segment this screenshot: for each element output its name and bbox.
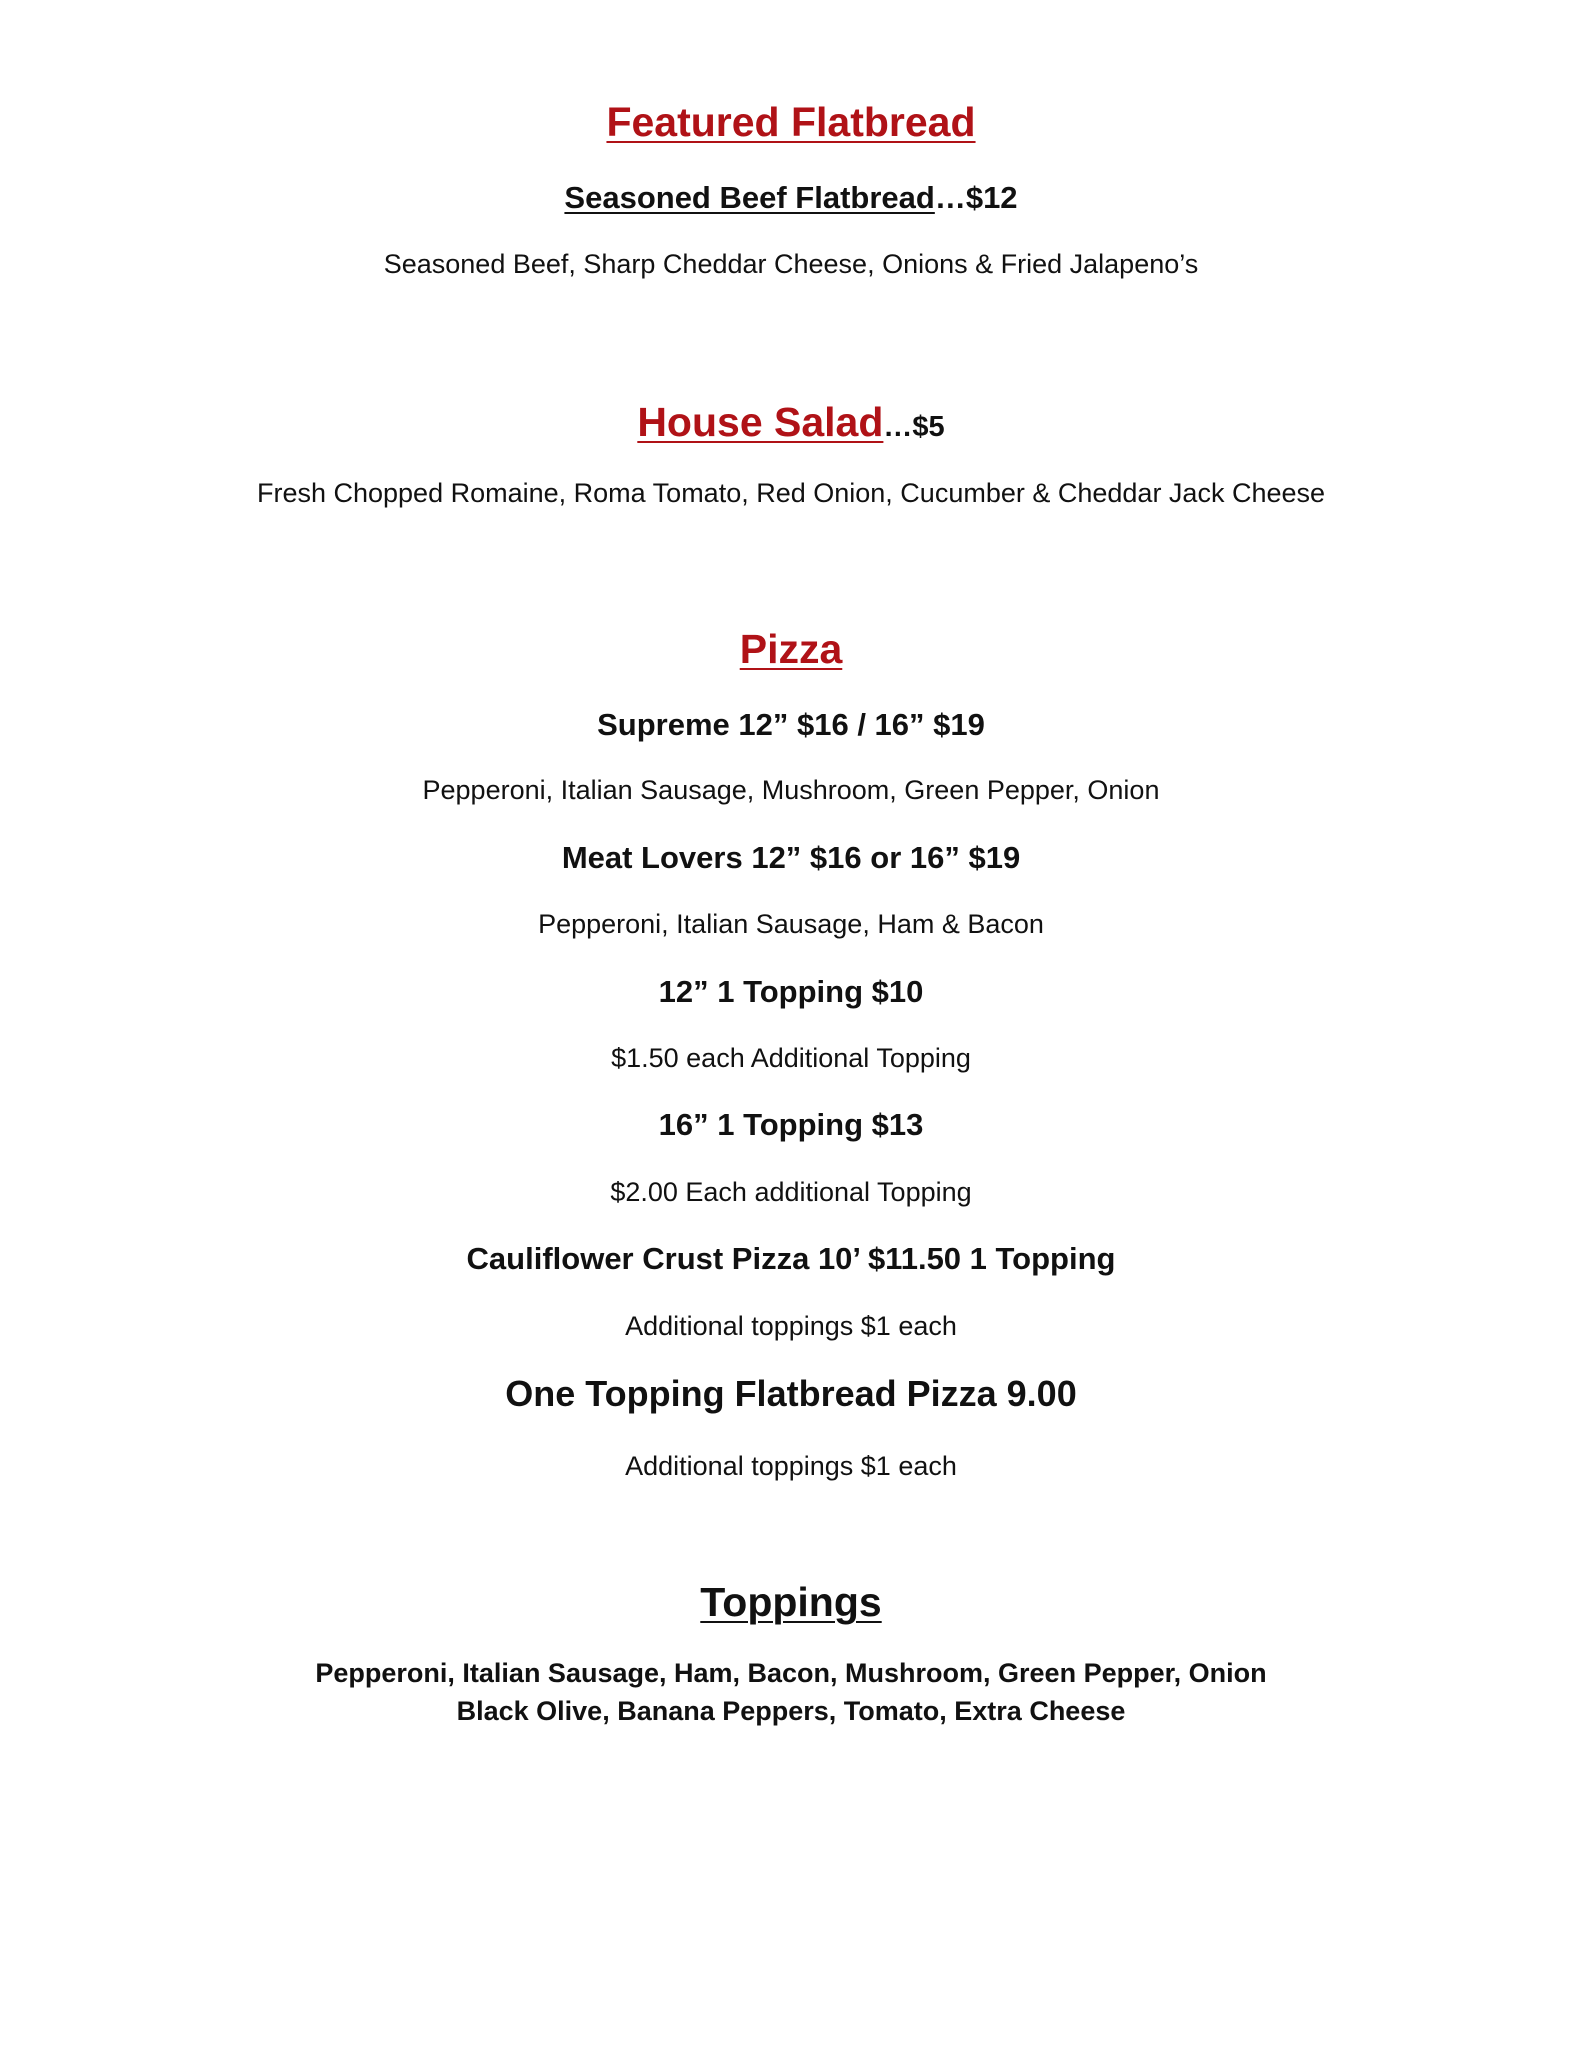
seasoned-beef-flatbread-price: …$12 bbox=[934, 180, 1018, 215]
house-salad-heading bbox=[0, 398, 1582, 447]
pizza-item-flatbread-pizza-desc: Additional toppings $1 each bbox=[625, 1451, 957, 1481]
toppings-list-line-2: Black Olive, Banana Peppers, Tomato, Extra Cheese bbox=[456, 1696, 1126, 1726]
seasoned-beef-flatbread-name: Seasoned Beef Flatbread bbox=[564, 180, 935, 215]
pizza-item-12-one-topping: 12” 1 Topping $10 bbox=[658, 974, 924, 1009]
pizza-item-meat-lovers: Meat Lovers 12” $16 or 16” $19 bbox=[561, 840, 1021, 875]
pizza-item-cauliflower-crust: Cauliflower Crust Pizza 10’ $11.50 1 Topping bbox=[466, 1241, 1116, 1276]
pizza-item-flatbread-pizza: One Topping Flatbread Pizza 9.00 bbox=[505, 1373, 1077, 1414]
seasoned-beef-flatbread-desc: Seasoned Beef, Sharp Cheddar Cheese, Onions & Fried Jalapeno’s bbox=[383, 249, 1199, 279]
pizza-item-meat-lovers-desc: Pepperoni, Italian Sausage, Ham & Bacon bbox=[538, 909, 1044, 939]
toppings-list-line-1: Pepperoni, Italian Sausage, Ham, Bacon, Mushroom, Green Pepper, Onion bbox=[315, 1658, 1267, 1688]
pizza-item-supreme-desc: Pepperoni, Italian Sausage, Mushroom, Green Pepper, Onion bbox=[422, 775, 1160, 805]
seasoned-beef-flatbread-item bbox=[0, 179, 1582, 216]
house-salad-price: …$5 bbox=[883, 411, 945, 443]
toppings-heading bbox=[0, 1578, 1582, 1627]
pizza-item-16-one-topping: 16” 1 Topping $13 bbox=[658, 1107, 924, 1142]
pizza-heading bbox=[0, 625, 1582, 674]
featured-flatbread-title: Featured Flatbread bbox=[606, 99, 976, 145]
pizza-item-12-one-topping-desc: $1.50 each Additional Topping bbox=[611, 1043, 971, 1073]
toppings-title: Toppings bbox=[700, 1579, 882, 1625]
house-salad-desc: Fresh Chopped Romaine, Roma Tomato, Red Onion, Cucumber & Cheddar Jack Cheese bbox=[256, 478, 1326, 508]
pizza-item-supreme: Supreme 12” $16 / 16” $19 bbox=[597, 707, 985, 742]
house-salad-title: House Salad bbox=[637, 399, 884, 445]
pizza-title: Pizza bbox=[739, 626, 843, 672]
pizza-item-16-one-topping-desc: $2.00 Each additional Topping bbox=[610, 1177, 972, 1207]
featured-flatbread-heading bbox=[0, 98, 1582, 147]
pizza-item-cauliflower-crust-desc: Additional toppings $1 each bbox=[625, 1311, 957, 1341]
